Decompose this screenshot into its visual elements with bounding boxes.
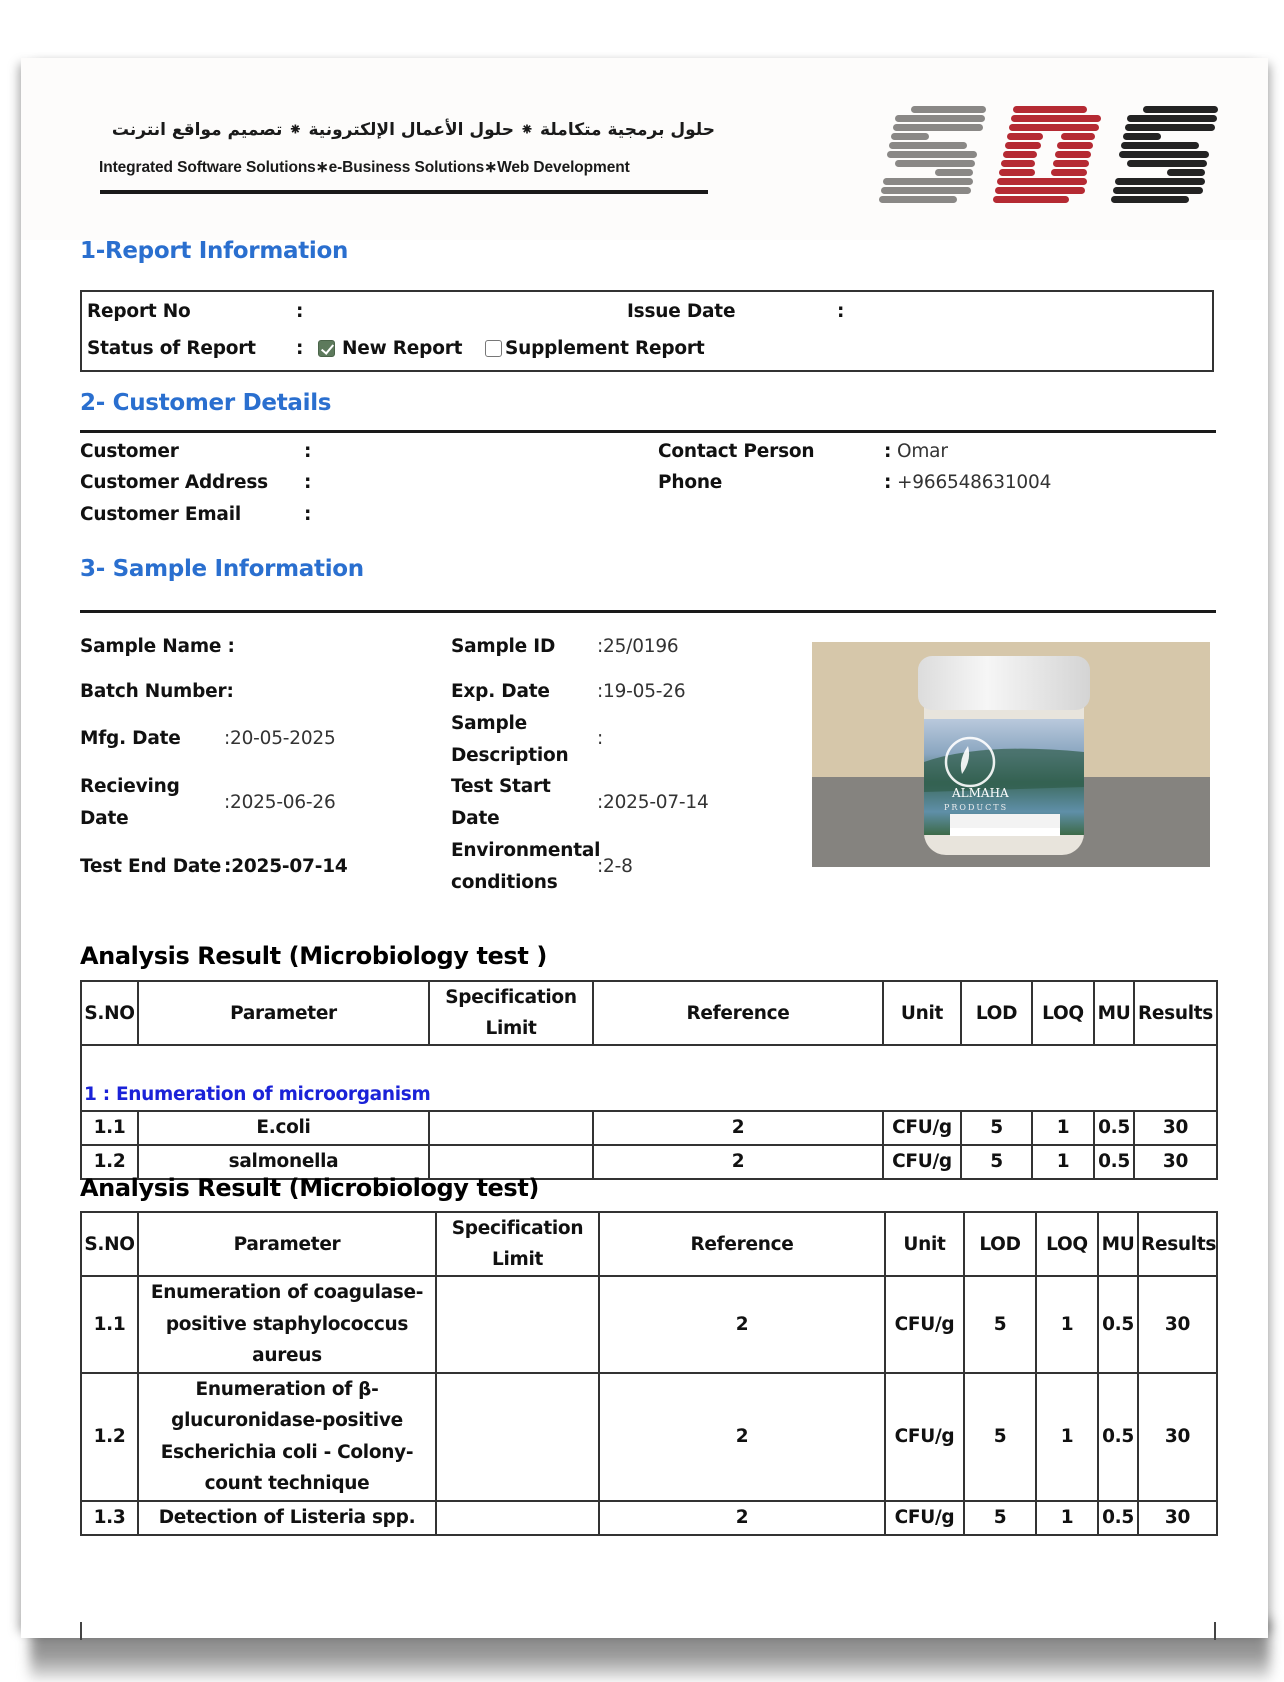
phone-value: +966548631004 <box>897 472 1052 493</box>
column-header-parameter: Parameter <box>138 981 429 1045</box>
logo-stripe <box>881 187 971 194</box>
logo-stripe <box>893 124 983 131</box>
cell-reference: 2 <box>599 1276 885 1373</box>
colon: : <box>304 441 312 462</box>
column-header-loq: LOQ <box>1032 981 1094 1045</box>
cell-mu: 0.5 <box>1094 1145 1134 1179</box>
logo-stripe <box>889 142 967 149</box>
logo-stripe <box>887 151 977 158</box>
customer-label: Customer <box>80 441 179 462</box>
group-row <box>81 1045 1217 1111</box>
cell-parameter: Enumeration of β-glucuronidase-positive Escherichia coli - Colony-count technique <box>138 1373 436 1501</box>
environmental-conditions-value: :2-8 <box>597 856 633 877</box>
logo-stripe <box>1125 124 1215 131</box>
logo-stripe <box>1007 133 1043 140</box>
logo-letter-d-red <box>993 106 1101 203</box>
test-end-date-value: :2025-07-14 <box>224 856 348 877</box>
customer-address-label: Customer Address <box>80 472 268 493</box>
sample-description-label-line1: Sample <box>451 713 528 734</box>
column-header-reference: Reference <box>599 1212 885 1276</box>
cell-sno: 1.2 <box>81 1145 138 1179</box>
colon: : <box>304 504 312 525</box>
sds-logo <box>871 102 1231 207</box>
table-header-row <box>81 981 1217 1045</box>
logo-stripe <box>911 106 986 113</box>
logo-stripe <box>895 115 985 122</box>
contact-person-value: Omar <box>897 441 948 462</box>
sample-id-label: Sample ID <box>451 636 556 657</box>
product-brand-subtext: PRODUCTS <box>944 803 1009 812</box>
logo-stripe <box>1111 196 1189 203</box>
table-continuation-line-right <box>1214 1622 1216 1640</box>
mfg-date-value: :20-05-2025 <box>224 728 336 749</box>
group-label: 1 : Enumeration of microorganism <box>81 1045 1217 1111</box>
cell-mu: 0.5 <box>1098 1373 1138 1501</box>
logo-stripe <box>1113 187 1203 194</box>
cell-loq: 1 <box>1036 1276 1098 1373</box>
letterhead <box>21 58 1268 240</box>
column-header-results: Results <box>1138 1212 1217 1276</box>
analysis-results-table-1 <box>80 980 1218 1180</box>
colon: : <box>304 472 312 493</box>
logo-letter-s-black <box>1111 106 1218 203</box>
table-header-row <box>81 1212 1217 1276</box>
exp-date-value: :19-05-26 <box>597 681 686 702</box>
logo-stripe <box>883 178 973 185</box>
new-report-label: New Report <box>342 338 463 359</box>
logo-stripe <box>1053 160 1089 167</box>
cell-unit: CFU/g <box>885 1373 964 1501</box>
product-brand-text: ALMAHA <box>952 786 1009 800</box>
column-header-lod: LOD <box>964 1212 1036 1276</box>
logo-stripe <box>1123 133 1161 140</box>
status-label: Status of Report <box>87 338 256 359</box>
column-header-lod: LOD <box>961 981 1032 1045</box>
cell-mu: 0.5 <box>1094 1111 1134 1145</box>
phone-label: Phone <box>658 472 723 493</box>
test-start-date-label-line2: Date <box>451 808 500 829</box>
logo-stripe <box>999 169 1035 176</box>
cell-loq: 1 <box>1032 1145 1094 1179</box>
table-row <box>81 1501 1217 1535</box>
supplement-report-label: Supplement Report <box>505 338 705 359</box>
cell-unit: CFU/g <box>885 1501 964 1535</box>
cell-sno: 1.3 <box>81 1501 138 1535</box>
cell-results: 30 <box>1138 1501 1217 1535</box>
table-continuation-line-left <box>80 1622 82 1640</box>
column-header-mu: MU <box>1094 981 1134 1045</box>
table-row <box>81 1111 1217 1145</box>
logo-stripe <box>997 178 1087 185</box>
column-header-mu: MU <box>1098 1212 1138 1276</box>
logo-stripe <box>1143 106 1218 113</box>
logo-stripe <box>993 196 1069 203</box>
colon: : <box>884 472 892 493</box>
sample-description-label-line2: Description <box>451 745 569 766</box>
logo-stripe <box>1013 106 1087 113</box>
colon: : <box>296 338 304 359</box>
logo-stripe <box>1167 169 1205 176</box>
column-header-loq: LOQ <box>1036 1212 1098 1276</box>
column-header-parameter: Parameter <box>138 1212 436 1276</box>
logo-stripe <box>1061 133 1095 140</box>
column-header-sno: S.NO <box>81 1212 138 1276</box>
cell-lod: 5 <box>964 1501 1036 1535</box>
cell-parameter: Detection of Listeria spp. <box>138 1501 436 1535</box>
receiving-date-value: :2025-06-26 <box>224 792 336 813</box>
cell-parameter: E.coli <box>138 1111 429 1145</box>
receiving-date-label-line2: Date <box>80 808 129 829</box>
section-title-customer-details: 2- Customer Details <box>80 390 332 416</box>
column-header-reference: Reference <box>593 981 883 1045</box>
column-header-results: Results <box>1134 981 1217 1045</box>
cell-sno: 1.1 <box>81 1111 138 1145</box>
logo-stripe <box>1119 151 1209 158</box>
sample-photo <box>812 642 1210 867</box>
cell-mu: 0.5 <box>1098 1276 1138 1373</box>
logo-stripe <box>1003 151 1037 158</box>
logo-stripe <box>1051 169 1087 176</box>
sample-description-value: : <box>597 728 604 749</box>
cell-parameter: salmonella <box>138 1145 429 1179</box>
product-jar-image <box>812 642 1210 867</box>
section-divider <box>80 430 1216 433</box>
report-info-box <box>80 290 1214 372</box>
supplement-report-checkbox[interactable] <box>485 340 502 357</box>
cell-lod: 5 <box>964 1276 1036 1373</box>
cell-reference: 2 <box>599 1501 885 1535</box>
analysis-table-2-title: Analysis Result (Microbiology test) <box>80 1174 539 1202</box>
cell-results: 30 <box>1134 1111 1217 1145</box>
cell-lod: 5 <box>961 1145 1032 1179</box>
logo-stripe <box>879 196 957 203</box>
cell-unit: CFU/g <box>883 1111 961 1145</box>
section-title-sample-information: 3- Sample Information <box>80 556 364 582</box>
slogan-divider <box>100 190 708 194</box>
cell-loq: 1 <box>1032 1111 1094 1145</box>
cell-sno: 1.2 <box>81 1373 138 1501</box>
sample-name-label: Sample Name : <box>80 636 235 657</box>
environmental-conditions-label-line2: conditions <box>451 872 558 893</box>
batch-number-label: Batch Number: <box>80 681 234 702</box>
section-title-report-information: 1-Report Information <box>80 238 349 264</box>
cell-results: 30 <box>1134 1145 1217 1179</box>
logo-stripe <box>1127 160 1207 167</box>
logo-stripe <box>1127 115 1217 122</box>
issue-date-label: Issue Date <box>627 301 736 322</box>
cell-parameter: Enumeration of coagulase-positive staphylococcus aureus <box>138 1276 436 1373</box>
exp-date-label: Exp. Date <box>451 681 550 702</box>
colon: : <box>837 301 845 322</box>
cell-results: 30 <box>1138 1276 1217 1373</box>
cell-unit: CFU/g <box>883 1145 961 1179</box>
test-end-date-label: Test End Date <box>80 856 222 877</box>
cell-mu: 0.5 <box>1098 1501 1138 1535</box>
cell-loq: 1 <box>1036 1373 1098 1501</box>
logo-stripe <box>891 133 929 140</box>
customer-email-label: Customer Email <box>80 504 241 525</box>
logo-stripe <box>1005 142 1041 149</box>
cell-specification-limit <box>429 1111 593 1145</box>
cell-reference: 2 <box>593 1111 883 1145</box>
receiving-date-label-line1: Recieving <box>80 776 180 797</box>
table-row <box>81 1373 1217 1501</box>
cell-results: 30 <box>1138 1373 1217 1501</box>
mfg-date-label: Mfg. Date <box>80 728 181 749</box>
colon: : <box>884 441 892 462</box>
section-divider <box>80 610 1216 613</box>
logo-stripe <box>935 169 973 176</box>
column-header-specification-limit: Specification Limit <box>436 1212 599 1276</box>
logo-stripe <box>1055 151 1091 158</box>
test-start-date-label-line1: Test Start <box>451 776 551 797</box>
cell-lod: 5 <box>964 1373 1036 1501</box>
environmental-conditions-label-line1: Environmental <box>451 840 601 861</box>
cell-reference: 2 <box>593 1145 883 1179</box>
column-header-unit: Unit <box>883 981 961 1045</box>
logo-letter-s-gray <box>879 106 986 203</box>
logo-stripe <box>1009 124 1099 131</box>
slogan-arabic: حلول برمجية متكاملة ⁕ حلول الأعمال الإلكترونية ⁕ تصميم مواقع انترنت <box>111 120 715 140</box>
column-header-specification-limit: Specification Limit <box>429 981 593 1045</box>
logo-stripe <box>1121 142 1199 149</box>
contact-person-label: Contact Person <box>658 441 815 462</box>
cell-lod: 5 <box>961 1111 1032 1145</box>
cell-reference: 2 <box>599 1373 885 1501</box>
logo-stripe <box>1011 115 1101 122</box>
cell-specification-limit <box>436 1276 599 1373</box>
slogan-english: Integrated Software Solutions∗e-Business Solutions∗Web Development <box>99 159 630 176</box>
column-header-unit: Unit <box>885 1212 964 1276</box>
analysis-results-table-2 <box>80 1211 1218 1536</box>
new-report-checkbox[interactable] <box>318 340 335 357</box>
column-header-sno: S.NO <box>81 981 138 1045</box>
logo-stripe <box>1001 160 1035 167</box>
colon: : <box>296 301 304 322</box>
table-row <box>81 1276 1217 1373</box>
sample-id-value: :25/0196 <box>597 636 679 657</box>
cell-sno: 1.1 <box>81 1276 138 1373</box>
report-no-label: Report No <box>87 301 191 322</box>
report-page <box>21 58 1268 1638</box>
analysis-table-1-title: Analysis Result (Microbiology test ) <box>80 942 547 970</box>
cell-loq: 1 <box>1036 1501 1098 1535</box>
cell-specification-limit <box>436 1501 599 1535</box>
logo-stripe <box>1115 178 1205 185</box>
test-start-date-value: :2025-07-14 <box>597 792 709 813</box>
logo-stripe <box>995 187 1085 194</box>
logo-stripe <box>1057 142 1093 149</box>
cell-specification-limit <box>436 1373 599 1501</box>
cell-unit: CFU/g <box>885 1276 964 1373</box>
logo-stripe <box>895 160 975 167</box>
